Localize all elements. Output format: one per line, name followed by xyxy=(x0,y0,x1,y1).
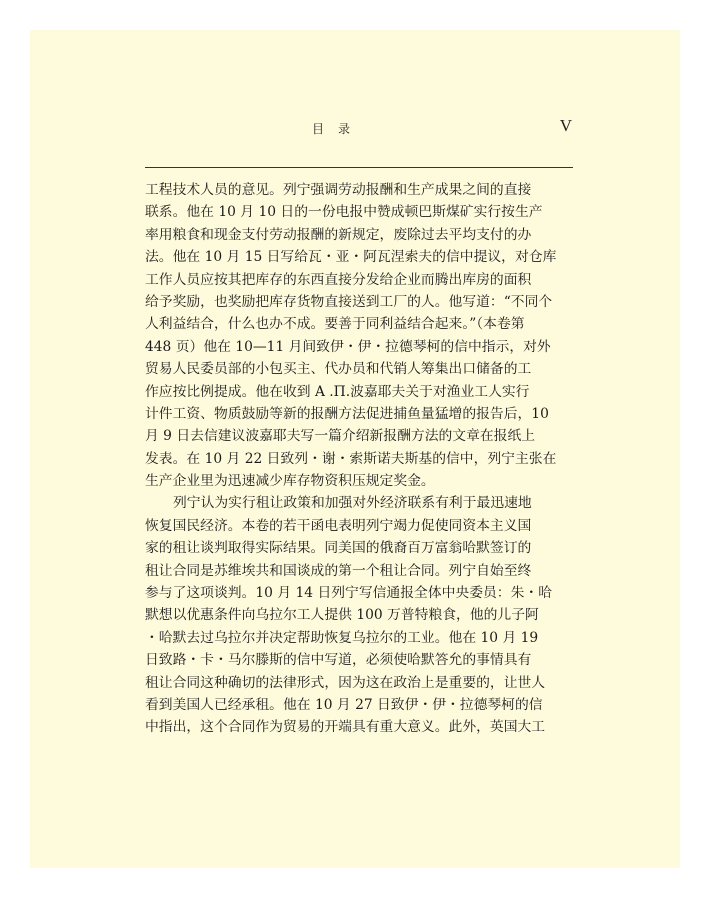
text-line: 生产企业里为迅速减少库存物资积压规定奖金。 xyxy=(145,473,435,490)
text-line: 人利益结合，什么也办不成。要善于同利益结合起来。”（本卷第 xyxy=(145,316,525,333)
text-line: 中指出，这个合同作为贸易的开端具有重大意义。此外，英国大工 xyxy=(145,719,546,736)
text-line: 日致路・卡・马尔滕斯的信中写道，必须使哈默答允的事情具有 xyxy=(145,652,532,669)
text-line: 法。他在 10 月 15 日写给瓦・亚・阿瓦涅索夫的信中提议，对仓库 xyxy=(145,249,557,266)
text-line: 给予奖励，也奖励把库存货物直接送到工厂的人。他写道：“不同个 xyxy=(145,293,553,310)
text-line: 工程技术人员的意见。列宁强调劳动报酬和生产成果之间的直接 xyxy=(145,182,532,198)
running-title: 目 录 xyxy=(312,122,352,136)
body-text xyxy=(145,179,573,739)
text-line: 看到美国人已经承租。他在 10 月 27 日致伊・伊・拉德琴柯的信 xyxy=(145,696,543,713)
text-line: 租让合同是苏维埃共和国谈成的第一个租让合同。列宁自始至终 xyxy=(145,562,532,579)
text-line: 工作人员应按其把库存的东西直接分发给企业而腾出库房的面积 xyxy=(145,271,532,288)
text-line: 贸易人民委员部的小包买主、代办员和代销人筹集出口储备的工 xyxy=(145,361,532,378)
paragraph-1 xyxy=(145,179,573,492)
text-line: 租让合同这种确切的法律形式，因为这在政治上是重要的，让世人 xyxy=(145,674,546,691)
text-line: 列宁认为实行租让政策和加强对外经济联系有利于最迅速地 xyxy=(173,495,532,512)
text-line: 家的租让谈判取得实际结果。同美国的俄裔百万富翁哈默签订的 xyxy=(145,540,532,557)
text-line: 计件工资、物质鼓励等新的报酬方法促进捕鱼量猛增的报告后，10 xyxy=(145,405,549,422)
text-line: ・哈默去过乌拉尔并决定帮助恢复乌拉尔的工业。他在 10 月 19 xyxy=(145,629,539,646)
text-line: 作应按比例提成。他在收到 A .П.波嘉耶夫关于对渔业工人实行 xyxy=(145,383,530,400)
text-line: 默想以优惠条件向乌拉尔工人提供 100 万普特粮食，他的儿子阿 xyxy=(145,607,539,624)
text-line: 率用粮食和现金支付劳动报酬的新规定，废除过去平均支付的办 xyxy=(145,226,532,243)
header-rule xyxy=(145,167,573,168)
page-number: V xyxy=(559,116,572,135)
text-line: 联系。他在 10 月 10 日的一份电报中赞成顿巴斯煤矿实行按生产 xyxy=(145,204,543,221)
text-line: 448 页）他在 10—11 月间致伊・伊・拉德琴柯的信中指示，对外 xyxy=(145,338,551,355)
text-line: 月 9 日去信建议波嘉耶夫写一篇介绍新报酬方法的文章在报纸上 xyxy=(145,428,536,445)
text-line: 参与了这项谈判。10 月 14 日列宁写信通报全体中央委员：朱・哈 xyxy=(145,585,552,602)
paragraph-2 xyxy=(145,492,573,738)
page-header xyxy=(116,116,572,138)
text-line: 发表。在 10 月 22 日致列・谢・索斯诺夫斯基的信中，列宁主张在 xyxy=(145,450,557,467)
text-line: 恢复国民经济。本卷的若干函电表明列宁竭力促使同资本主义国 xyxy=(145,517,532,534)
